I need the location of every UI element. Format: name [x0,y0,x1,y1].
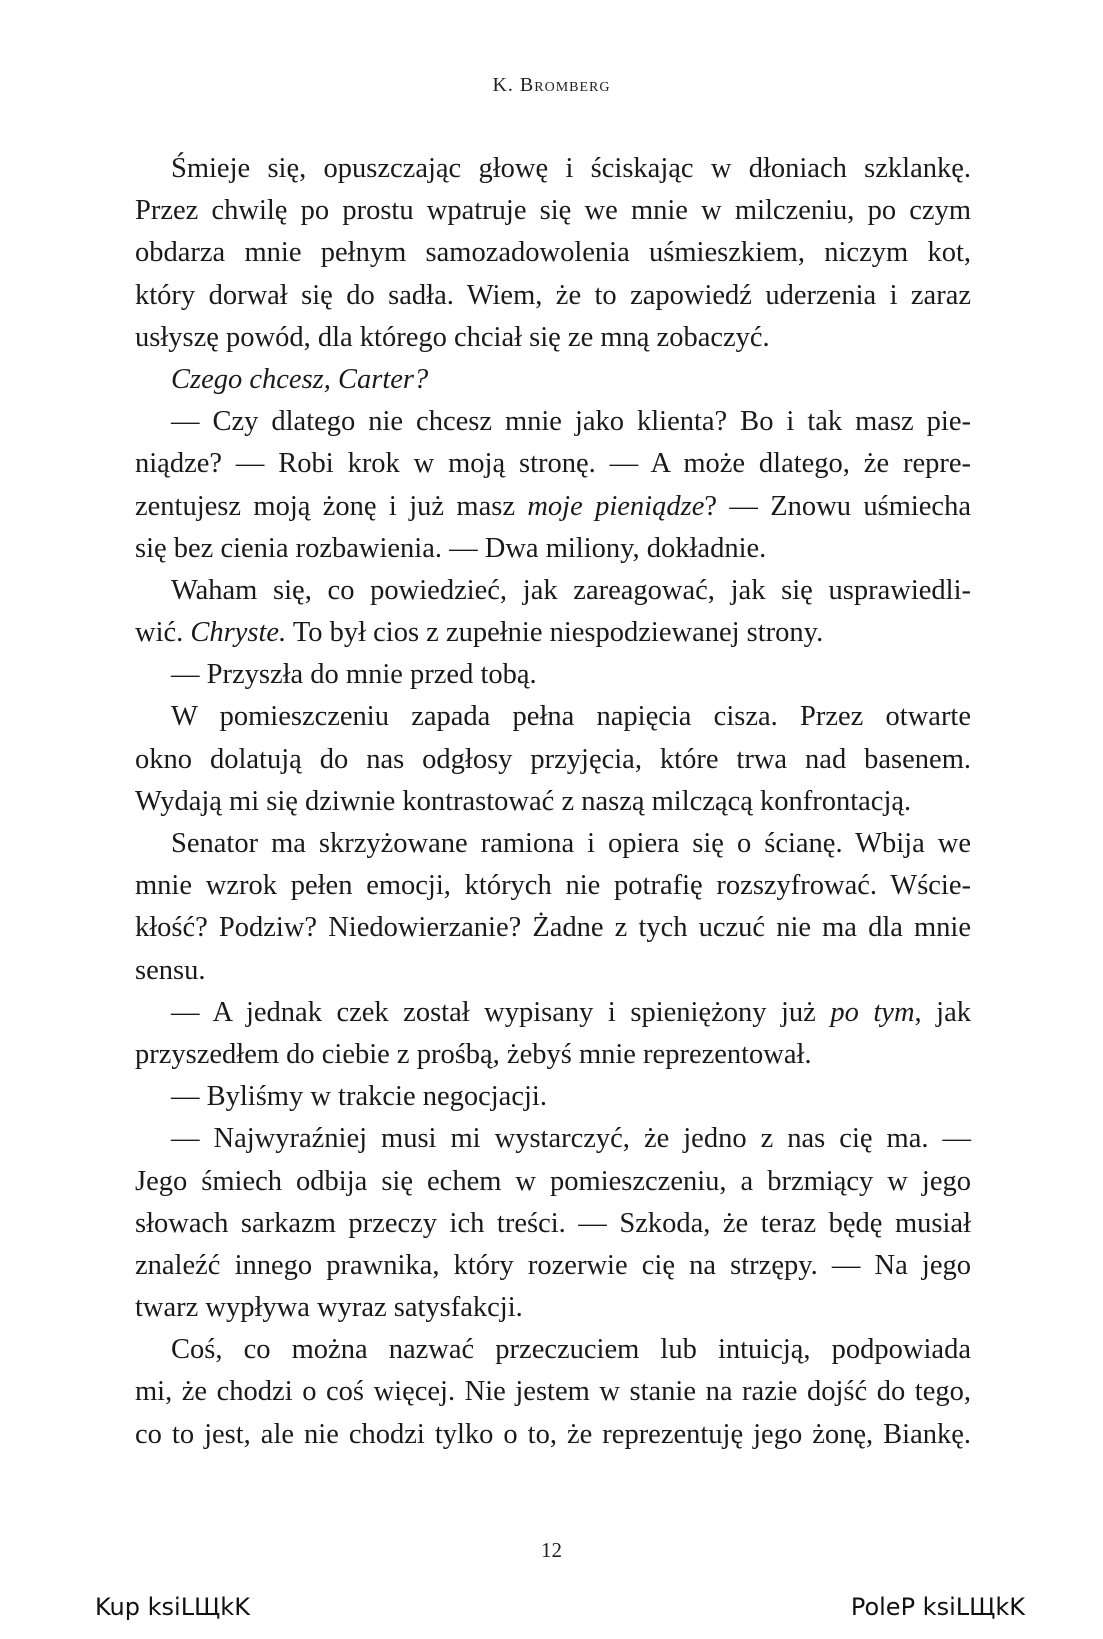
text-line: obdarza mnie pełnym samozadowolenia uśmieszkiem, niczym kot, [135,237,971,269]
text-line: wić. Chryste. To był cios z zupełnie niespodziewanej strony. [135,617,824,649]
text-line: Jego śmiech odbija się echem w pomieszczeniu, a brzmiący w jego [135,1165,971,1197]
text-line: — A jednak czek został wypisany i spieniężony już po tym, jak [171,996,971,1028]
recommend-book-link[interactable]: PoleP ksiLЩkK [850,1593,1025,1621]
text-line: twarz wypływa wyraz satysfakcji. [135,1292,523,1324]
text-line: zentujesz moją żonę i już masz moje pieniądze? — Znowu uśmiecha [135,490,971,522]
running-head: K. Bromberg [492,74,611,96]
text-line: mi, że chodzi o coś więcej. Nie jestem w stanie na razie dojść do tego, [135,1376,971,1408]
text-line: — Czy dlatego nie chcesz mnie jako klienta? Bo i tak masz pie- [171,406,971,438]
italic-phrase: Czego chcesz, Carter? [171,363,429,395]
text-line: przyszedłem do ciebie z prośbą, żebyś mnie reprezentował. [135,1038,812,1070]
text-line: Coś, co można nazwać przeczuciem lub intuicją, podpowiada [171,1334,971,1366]
text-line: Przez chwilę po prostu wpatruje się we mnie w milczeniu, po czym [135,195,971,227]
text-line: się bez cienia rozbawienia. — Dwa miliony, dokładnie. [135,532,767,564]
text-line: — Najwyraźniej musi mi wystarczyć, że jedno z nas cię ma. — [171,1123,971,1155]
italic-phrase: moje pieniądze [527,490,705,522]
text-line: Senator ma skrzyżowane ramiona i opiera się o ścianę. Wbija we [171,828,971,859]
page-number: 12 [541,1538,562,1562]
text-line: usłyszę powód, dla którego chciał się ze mną zobaczyć. [135,321,770,353]
text-line: — Byliśmy w trakcie negocjacji. [171,1081,547,1113]
text-line: znaleźć innego prawnika, który rozerwie cię na strzępy. — Na jego [135,1249,971,1281]
text-line: kłość? Podziw? Niedowierzanie? Żadne z tych uczuć nie ma dla mnie [135,912,971,944]
text-line: niądze? — Robi krok w moją stronę. — A może dlatego, że repre- [135,448,971,480]
text-line: okno dolatują do nas odgłosy przyjęcia, które trwa nad basenem. [135,743,971,775]
text-line: słowach sarkazm przeczy ich treści. — Szkoda, że teraz będę musiał [135,1207,971,1239]
text-line: mnie wzrok pełen emocji, których nie potrafię rozszyfrować. Wście- [135,870,971,902]
text-line: który dorwał się do sadła. Wiem, że to zapowiedź uderzenia i zaraz [135,279,971,311]
text-line: co to jest, ale nie chodzi tylko o to, że reprezentuję jego żonę, Biankę. [135,1418,971,1450]
text-line: Waham się, co powiedzieć, jak zareagować, jak się usprawiedli- [171,574,971,606]
text-line: — Przyszła do mnie przed tobą. [171,659,537,691]
buy-book-link[interactable]: Kup ksiLЩkK [95,1593,250,1621]
text-line: Wydają mi się dziwnie kontrastować z naszą milczącą konfrontacją. [135,785,912,817]
text-line: Śmieje się, opuszczając głowę i ściskając w dłoniach szklankę. [171,153,971,184]
text-line [135,359,971,401]
italic-phrase: po tym [830,996,915,1028]
text-line: sensu. [135,954,206,986]
body-text [135,148,971,1456]
italic-phrase: Chryste. [190,617,287,649]
text-line: W pomieszczeniu zapada pełna napięcia cisza. Przez otwarte [171,701,971,733]
